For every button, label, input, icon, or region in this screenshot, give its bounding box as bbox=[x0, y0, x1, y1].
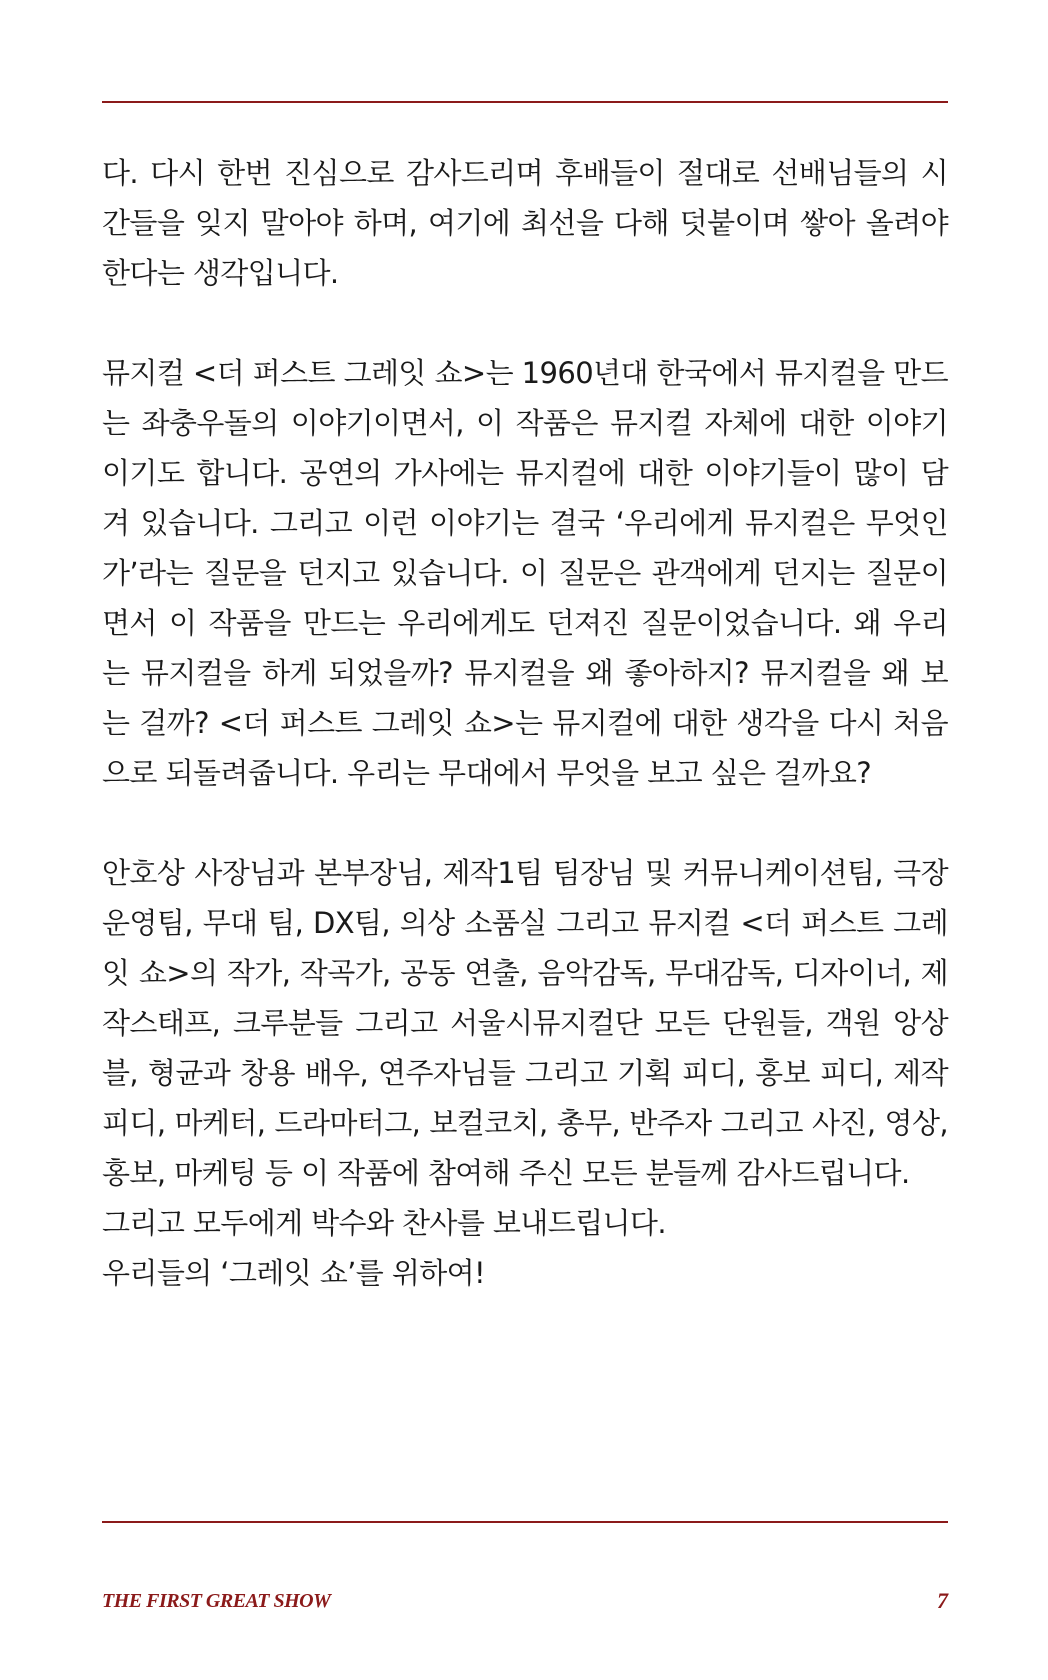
text-line: 피디, 마케터, 드라마터그, 보컬코치, 총무, 반주자 그리고 사진, 영상, bbox=[102, 1106, 948, 1140]
text-line: 안호상 사장님과 본부장님, 제작1팀 팀장님 및 커뮤니케이션팀, 극장 bbox=[102, 856, 948, 890]
text-line: 다. 다시 한번 진심으로 감사드리며 후배들이 절대로 선배님들의 시 bbox=[102, 156, 948, 190]
page-number: 7 bbox=[937, 1588, 948, 1613]
text-line: 블, 형균과 창용 배우, 연주자님들 그리고 기획 피디, 홍보 피디, 제작 bbox=[102, 1056, 948, 1090]
text-line: 는 좌충우돌의 이야기이면서, 이 작품은 뮤지컬 자체에 대한 이야기 bbox=[102, 406, 948, 440]
text-line: 는 뮤지컬을 하게 되었을까? 뮤지컬을 왜 좋아하지? 뮤지컬을 왜 보 bbox=[102, 656, 948, 690]
text-line: 으로 되돌려줍니다. 우리는 무대에서 무엇을 보고 싶은 걸까요? bbox=[102, 756, 872, 790]
body-text bbox=[102, 148, 948, 1348]
text-line: 잇 쇼>의 작가, 작곡가, 공동 연출, 음악감독, 무대감독, 디자이너, 제 bbox=[102, 956, 948, 990]
text-line: 한다는 생각입니다. bbox=[102, 256, 339, 290]
text-line: 운영팀, 무대 팀, DX팀, 의상 소품실 그리고 뮤지컬 <더 퍼스트 그레 bbox=[102, 906, 948, 940]
text-line: 면서 이 작품을 만드는 우리에게도 던져진 질문이었습니다. 왜 우리 bbox=[102, 606, 948, 640]
text-line: 작스태프, 크루분들 그리고 서울시뮤지컬단 모든 단원들, 객원 앙상 bbox=[102, 1006, 948, 1040]
paragraph-3 bbox=[102, 848, 948, 1298]
text-line: 우리들의 ‘그레잇 쇼’를 위하여! bbox=[102, 1256, 486, 1290]
paragraph-1 bbox=[102, 148, 948, 298]
footer-title: THE FIRST GREAT SHOW bbox=[102, 1590, 331, 1612]
header-rule bbox=[102, 101, 948, 103]
paragraph-2 bbox=[102, 348, 948, 798]
text-line: 는 걸까? <더 퍼스트 그레잇 쇼>는 뮤지컬에 대한 생각을 다시 처음 bbox=[102, 706, 948, 740]
footer-rule bbox=[102, 1521, 948, 1523]
text-line: 뮤지컬 <더 퍼스트 그레잇 쇼>는 1960년대 한국에서 뮤지컬을 만드 bbox=[102, 356, 948, 390]
text-line: 이기도 합니다. 공연의 가사에는 뮤지컬에 대한 이야기들이 많이 담 bbox=[102, 456, 948, 490]
text-line: 가’라는 질문을 던지고 있습니다. 이 질문은 관객에게 던지는 질문이 bbox=[102, 556, 948, 590]
text-line: 그리고 모두에게 박수와 찬사를 보내드립니다. bbox=[102, 1206, 666, 1240]
text-line: 간들을 잊지 말아야 하며, 여기에 최선을 다해 덧붙이며 쌓아 올려야 bbox=[102, 206, 948, 240]
text-line: 겨 있습니다. 그리고 이런 이야기는 결국 ‘우리에게 뮤지컬은 무엇인 bbox=[102, 506, 948, 540]
text-line: 홍보, 마케팅 등 이 작품에 참여해 주신 모든 분들께 감사드립니다. bbox=[102, 1156, 910, 1190]
